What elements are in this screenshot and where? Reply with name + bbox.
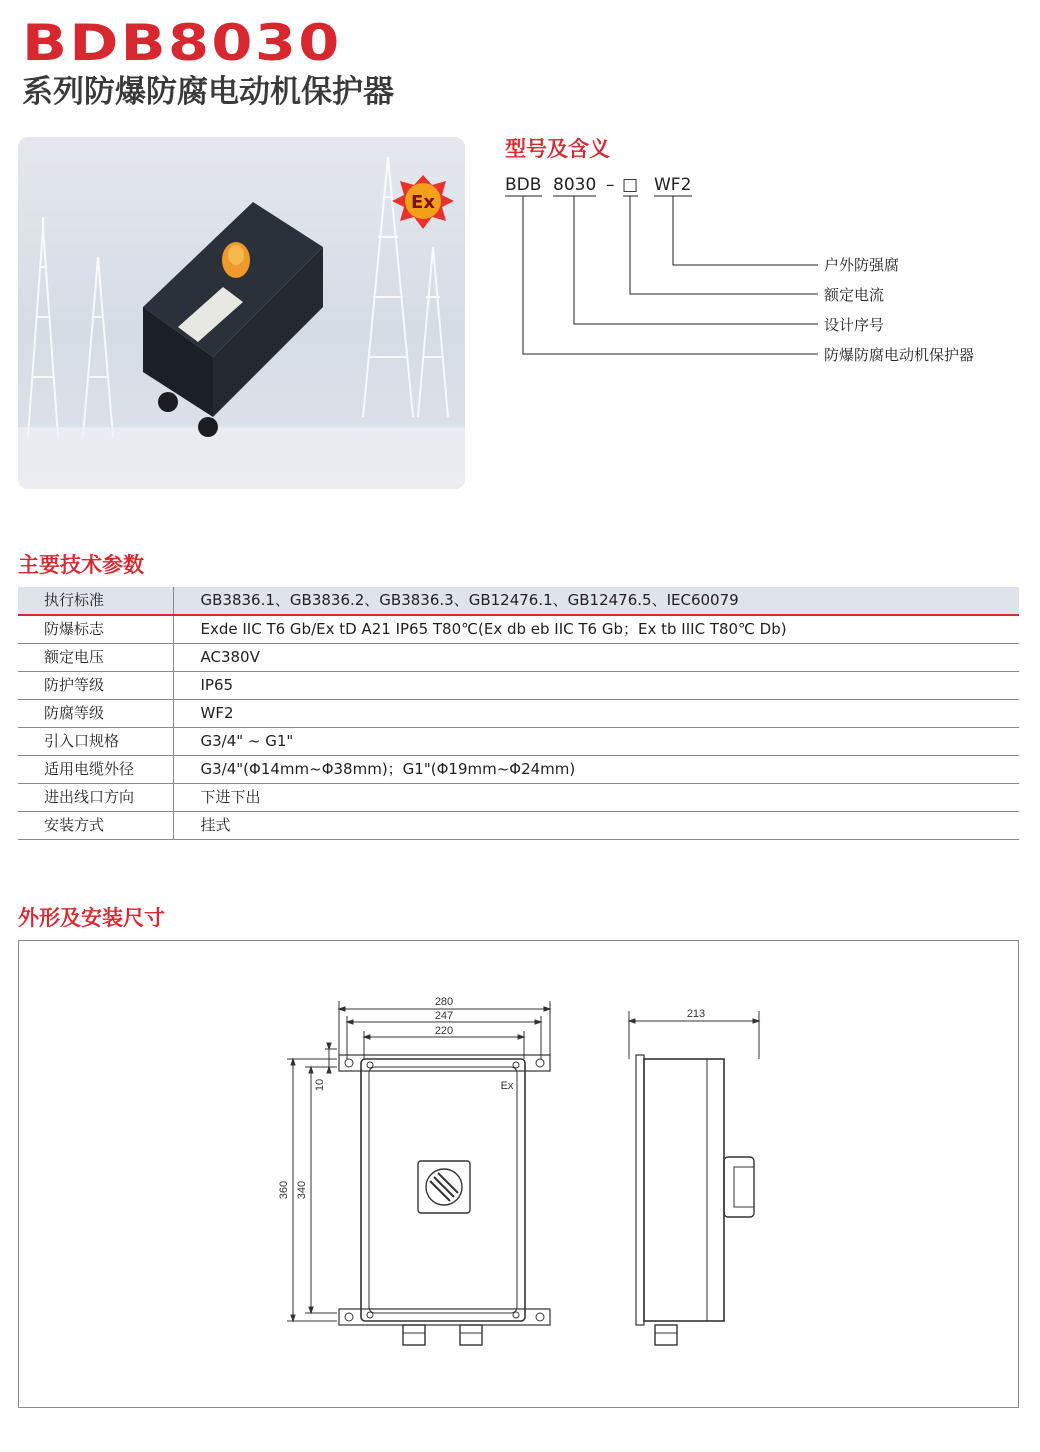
spec-table <box>18 587 1019 840</box>
spec-key: 防腐等级 <box>18 700 173 728</box>
meaning-current: 额定电流 <box>824 286 885 304</box>
ex-badge-icon <box>392 175 454 229</box>
model-part-series: BDB <box>505 175 542 195</box>
drawing-title: 外形及安装尺寸 <box>18 906 165 930</box>
meaning-corrosion: 户外防强腐 <box>824 256 900 274</box>
spec-key: 额定电压 <box>18 644 173 672</box>
model-part-current-box: □ <box>622 175 639 195</box>
model-part-corrosion: WF2 <box>654 175 692 195</box>
spec-key: 进出线口方向 <box>18 784 173 812</box>
product-photo-illustration <box>18 137 465 489</box>
table-row <box>18 728 1019 756</box>
dimension-drawing <box>19 941 1018 1407</box>
spec-key: 引入口规格 <box>18 728 173 756</box>
ex-badge-text: Ex <box>411 192 435 213</box>
table-row <box>18 672 1019 700</box>
model-part-number: 8030 <box>553 175 597 195</box>
table-row <box>18 812 1019 840</box>
dim-depth: 213 <box>686 1008 706 1020</box>
spec-value: WF2 <box>173 700 1019 728</box>
dim-ear-offset: 10 <box>314 1078 326 1092</box>
table-row <box>18 644 1019 672</box>
dimension-drawing-frame <box>18 940 1019 1408</box>
spec-key: 防护等级 <box>18 672 173 700</box>
spec-value: 挂式 <box>173 812 1019 840</box>
specs-title: 主要技术参数 <box>18 553 144 577</box>
spec-key: 执行标准 <box>18 587 173 615</box>
spec-key: 适用电缆外径 <box>18 756 173 784</box>
spec-value: AC380V <box>173 644 1019 672</box>
table-row <box>18 756 1019 784</box>
table-row <box>18 700 1019 728</box>
product-subtitle: 系列防爆防腐电动机保护器 <box>22 74 394 110</box>
meaning-product-type: 防爆防腐电动机保护器 <box>824 346 975 364</box>
table-row <box>18 615 1019 644</box>
dim-mount-width: 247 <box>434 1010 454 1022</box>
spec-key: 安装方式 <box>18 812 173 840</box>
table-row <box>18 587 1019 615</box>
spec-value: 下进下出 <box>173 784 1019 812</box>
enclosure-box-image <box>143 202 323 437</box>
spec-value: IP65 <box>173 672 1019 700</box>
model-meaning-leader-lines <box>500 190 840 370</box>
table-row <box>18 784 1019 812</box>
spec-value: G3/4"(Φ14mm~Φ38mm)；G1"(Φ19mm~Φ24mm) <box>173 756 1019 784</box>
model-part-dash: – <box>606 175 615 195</box>
ex-mark: Ex <box>500 1080 514 1092</box>
spec-value: GB3836.1、GB3836.2、GB3836.3、GB12476.1、GB12476.5、IEC60079 <box>173 587 1019 615</box>
meaning-design-number: 设计序号 <box>824 316 885 334</box>
dim-body-width: 220 <box>434 1025 454 1037</box>
spec-value: G3/4" ~ G1" <box>173 728 1019 756</box>
dim-overall-width: 280 <box>434 996 454 1008</box>
model-meaning-title: 型号及含义 <box>505 137 610 161</box>
spec-key: 防爆标志 <box>18 615 173 644</box>
spec-value: Exde IIC T6 Gb/Ex tD A21 IP65 T80℃(Ex db eb IIC T6 Gb；Ex tb IIIC T80℃ Db) <box>173 615 1019 644</box>
dim-overall-height: 360 <box>278 1180 290 1200</box>
dim-mount-height: 340 <box>296 1180 308 1200</box>
product-model-title: BDB8030 <box>22 14 342 72</box>
product-photo <box>18 137 465 489</box>
